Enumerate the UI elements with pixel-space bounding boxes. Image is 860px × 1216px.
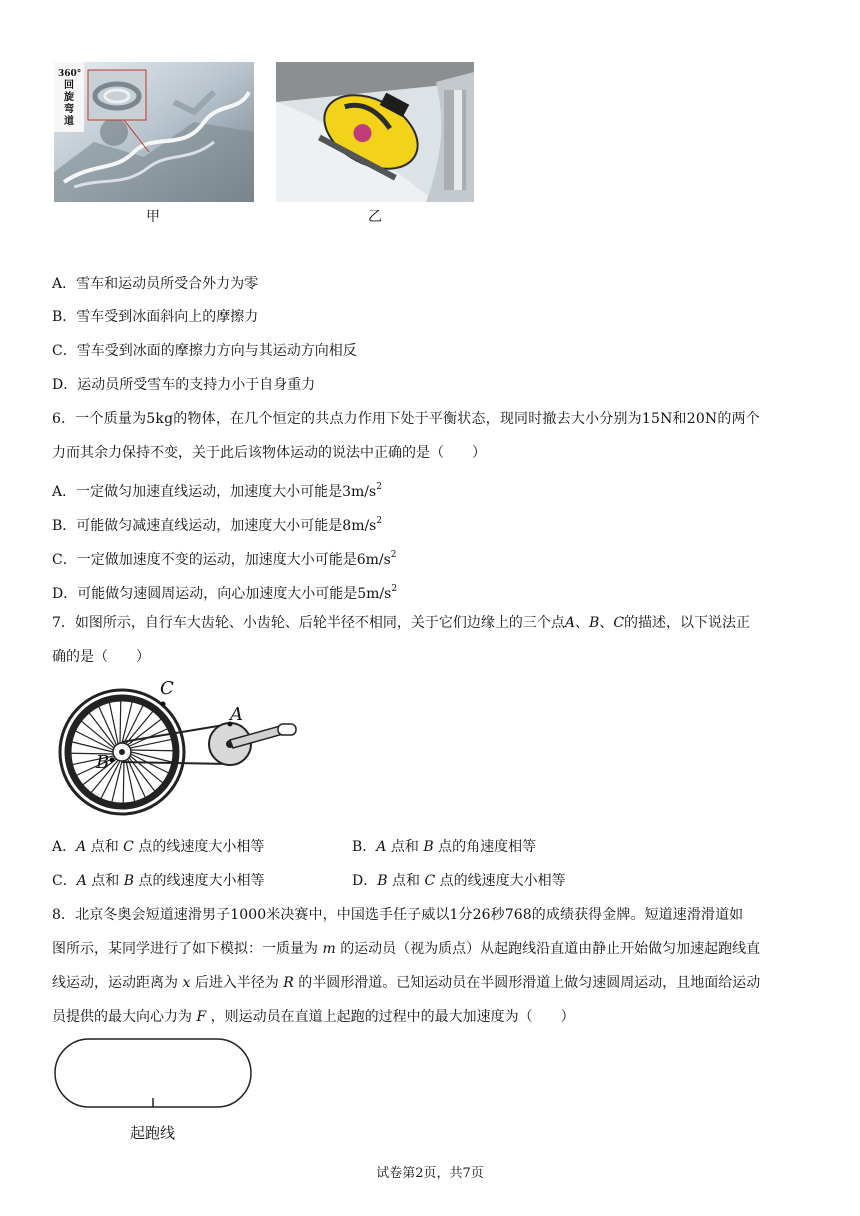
q6-option-b-text: B．可能做匀减速直线运动，加速度大小可能是8m/s: [52, 518, 377, 534]
q5-option-a: A．雪车和运动员所受合外力为零: [52, 276, 259, 292]
figure-label-b: B: [96, 752, 110, 773]
separator: 、: [575, 615, 590, 631]
wheel-spoke: [123, 761, 124, 803]
option-text: 点的线速度大小相等: [439, 873, 566, 889]
figure-jia-caption: 甲: [146, 209, 160, 225]
q6-option-c-text: C．一定做加速度不变的运动，加速度大小可能是6m/s: [52, 552, 391, 568]
q7-stem-line2: 确的是（ ）: [52, 649, 150, 665]
page-footer: 试卷第2页，共7页: [376, 1166, 484, 1181]
point-letter: B: [377, 873, 388, 889]
q6-option-a-text: A．一定做匀加速直线运动，加速度大小可能是3m/s: [52, 484, 377, 500]
track-sign: [58, 68, 80, 128]
figure-jia-photo: [54, 62, 254, 202]
q6-option-d-text: D．可能做匀速圆周运动，向心加速度大小可能是5m/s: [52, 586, 392, 602]
q8-text: 后进入半径为: [194, 975, 279, 991]
figure-yi-caption: 乙: [368, 209, 382, 225]
track-sign-line: 弯: [64, 104, 74, 115]
option-text: 点和: [90, 839, 119, 855]
q7-option-b: [352, 837, 536, 857]
option-text: 点和: [391, 873, 420, 889]
q7-option-c: [52, 871, 265, 891]
wheel-spoke: [89, 713, 115, 746]
q6-option-b: [52, 511, 382, 536]
q7-stem-text: 7．如图所示，自行车大齿轮、小齿轮、后轮半径不相同，关于它们边缘上的三个点: [52, 615, 565, 631]
point-a: A: [564, 615, 576, 631]
var-m: m: [322, 941, 336, 957]
q8-stem-line2: [52, 939, 760, 959]
q5-option-b: B．雪车受到冰面斜向上的摩擦力: [52, 309, 259, 325]
option-text: 点和: [390, 839, 419, 855]
q8-stem-line3: [52, 973, 760, 993]
q6-stem-line1: 6．一个质量为5kg的物体，在几个恒定的共点力作用下处于平衡状态，现同时撤去大小分别为15N和20N的两个: [52, 411, 760, 427]
q8-text: 的运动员（视为质点）从起跑线沿直道由静止开始做匀加速起跑线直: [340, 941, 761, 957]
figure-yi-photo: [276, 62, 474, 202]
option-prefix: A．: [52, 839, 77, 855]
var-x: x: [182, 975, 191, 991]
superscript: 2: [390, 550, 397, 560]
q7-option-d: [352, 871, 566, 891]
q8-stem-line4: [52, 1007, 575, 1027]
q6-option-d: [52, 579, 397, 604]
q8-stem-line1: 8．北京冬奥会短道速滑男子1000米决赛中，中国选手任子威以1分26秒768的成绩获得金牌。短道速滑滑道如: [52, 907, 744, 923]
wheel-spoke: [126, 760, 135, 801]
bicycle-gear-figure: [52, 674, 302, 824]
q8-text: 员提供的最大向心力为: [52, 1009, 192, 1025]
option-text: 点的线速度大小相等: [138, 873, 265, 889]
q8-text: ，则运动员在直道上起跑的过程中的最大加速度为（ ）: [210, 1009, 575, 1025]
figure-label-c: C: [160, 678, 174, 699]
q7-stem-line1: [52, 613, 750, 633]
track-sign-line: 道: [64, 116, 74, 127]
q6-stem-line2: 力而其余力保持不变，关于此后该物体运动的说法中正确的是（ ）: [52, 445, 486, 461]
point-letter: A: [376, 839, 387, 855]
q8-text: 图所示，某同学进行了如下模拟：一质量为: [52, 941, 318, 957]
q5-option-c: C．雪车受到冰面的摩擦力方向与其运动方向相反: [52, 343, 357, 359]
separator: 、: [599, 615, 614, 631]
track-sign-line: 360°: [58, 69, 82, 79]
q5-option-d: D．运动员所受雪车的支持力小于自身重力: [52, 377, 316, 393]
point-letter: A: [76, 839, 87, 855]
point-b: B: [589, 615, 600, 631]
q8-text: 的半圆形滑道。已知运动员在半圆形滑道上做匀速圆周运动，且地面给运动: [298, 975, 761, 991]
superscript: 2: [391, 584, 398, 594]
wheel-spoke: [81, 721, 114, 748]
start-line-label: 起跑线: [130, 1124, 176, 1142]
point-letter: B: [123, 873, 135, 889]
var-f: F: [196, 1009, 207, 1025]
point-c: C: [613, 615, 625, 631]
point-letter: B: [423, 839, 434, 855]
wheel-spoke: [109, 703, 118, 744]
wheel-spoke: [120, 701, 121, 743]
option-text: 点和: [91, 873, 120, 889]
figure-label-a: A: [230, 704, 243, 725]
q6-option-a: [52, 477, 382, 502]
option-text: 点的角速度相等: [438, 839, 537, 855]
wheel-spoke: [130, 756, 163, 783]
option-prefix: B．: [352, 839, 377, 855]
point-letter: C: [123, 839, 134, 855]
track-sign-line: 回: [64, 80, 74, 91]
point-letter: A: [76, 873, 87, 889]
track-figure: [52, 1036, 256, 1146]
point-letter: C: [424, 873, 436, 889]
var-r: R: [283, 975, 294, 991]
option-text: 点的线速度大小相等: [138, 839, 265, 855]
wheel-spoke: [131, 750, 173, 751]
option-prefix: C．: [52, 873, 77, 889]
q7-stem-text: 的描述，以下说法正: [624, 615, 751, 631]
track-sign-line: 旋: [64, 92, 74, 103]
wheel-spoke: [130, 739, 171, 748]
q8-text: 线运动，运动距离为: [52, 975, 178, 991]
option-prefix: D．: [352, 873, 378, 889]
superscript: 2: [376, 482, 382, 492]
q7-option-a: [52, 837, 264, 857]
q6-option-c: [52, 545, 397, 570]
superscript: 2: [376, 516, 383, 526]
